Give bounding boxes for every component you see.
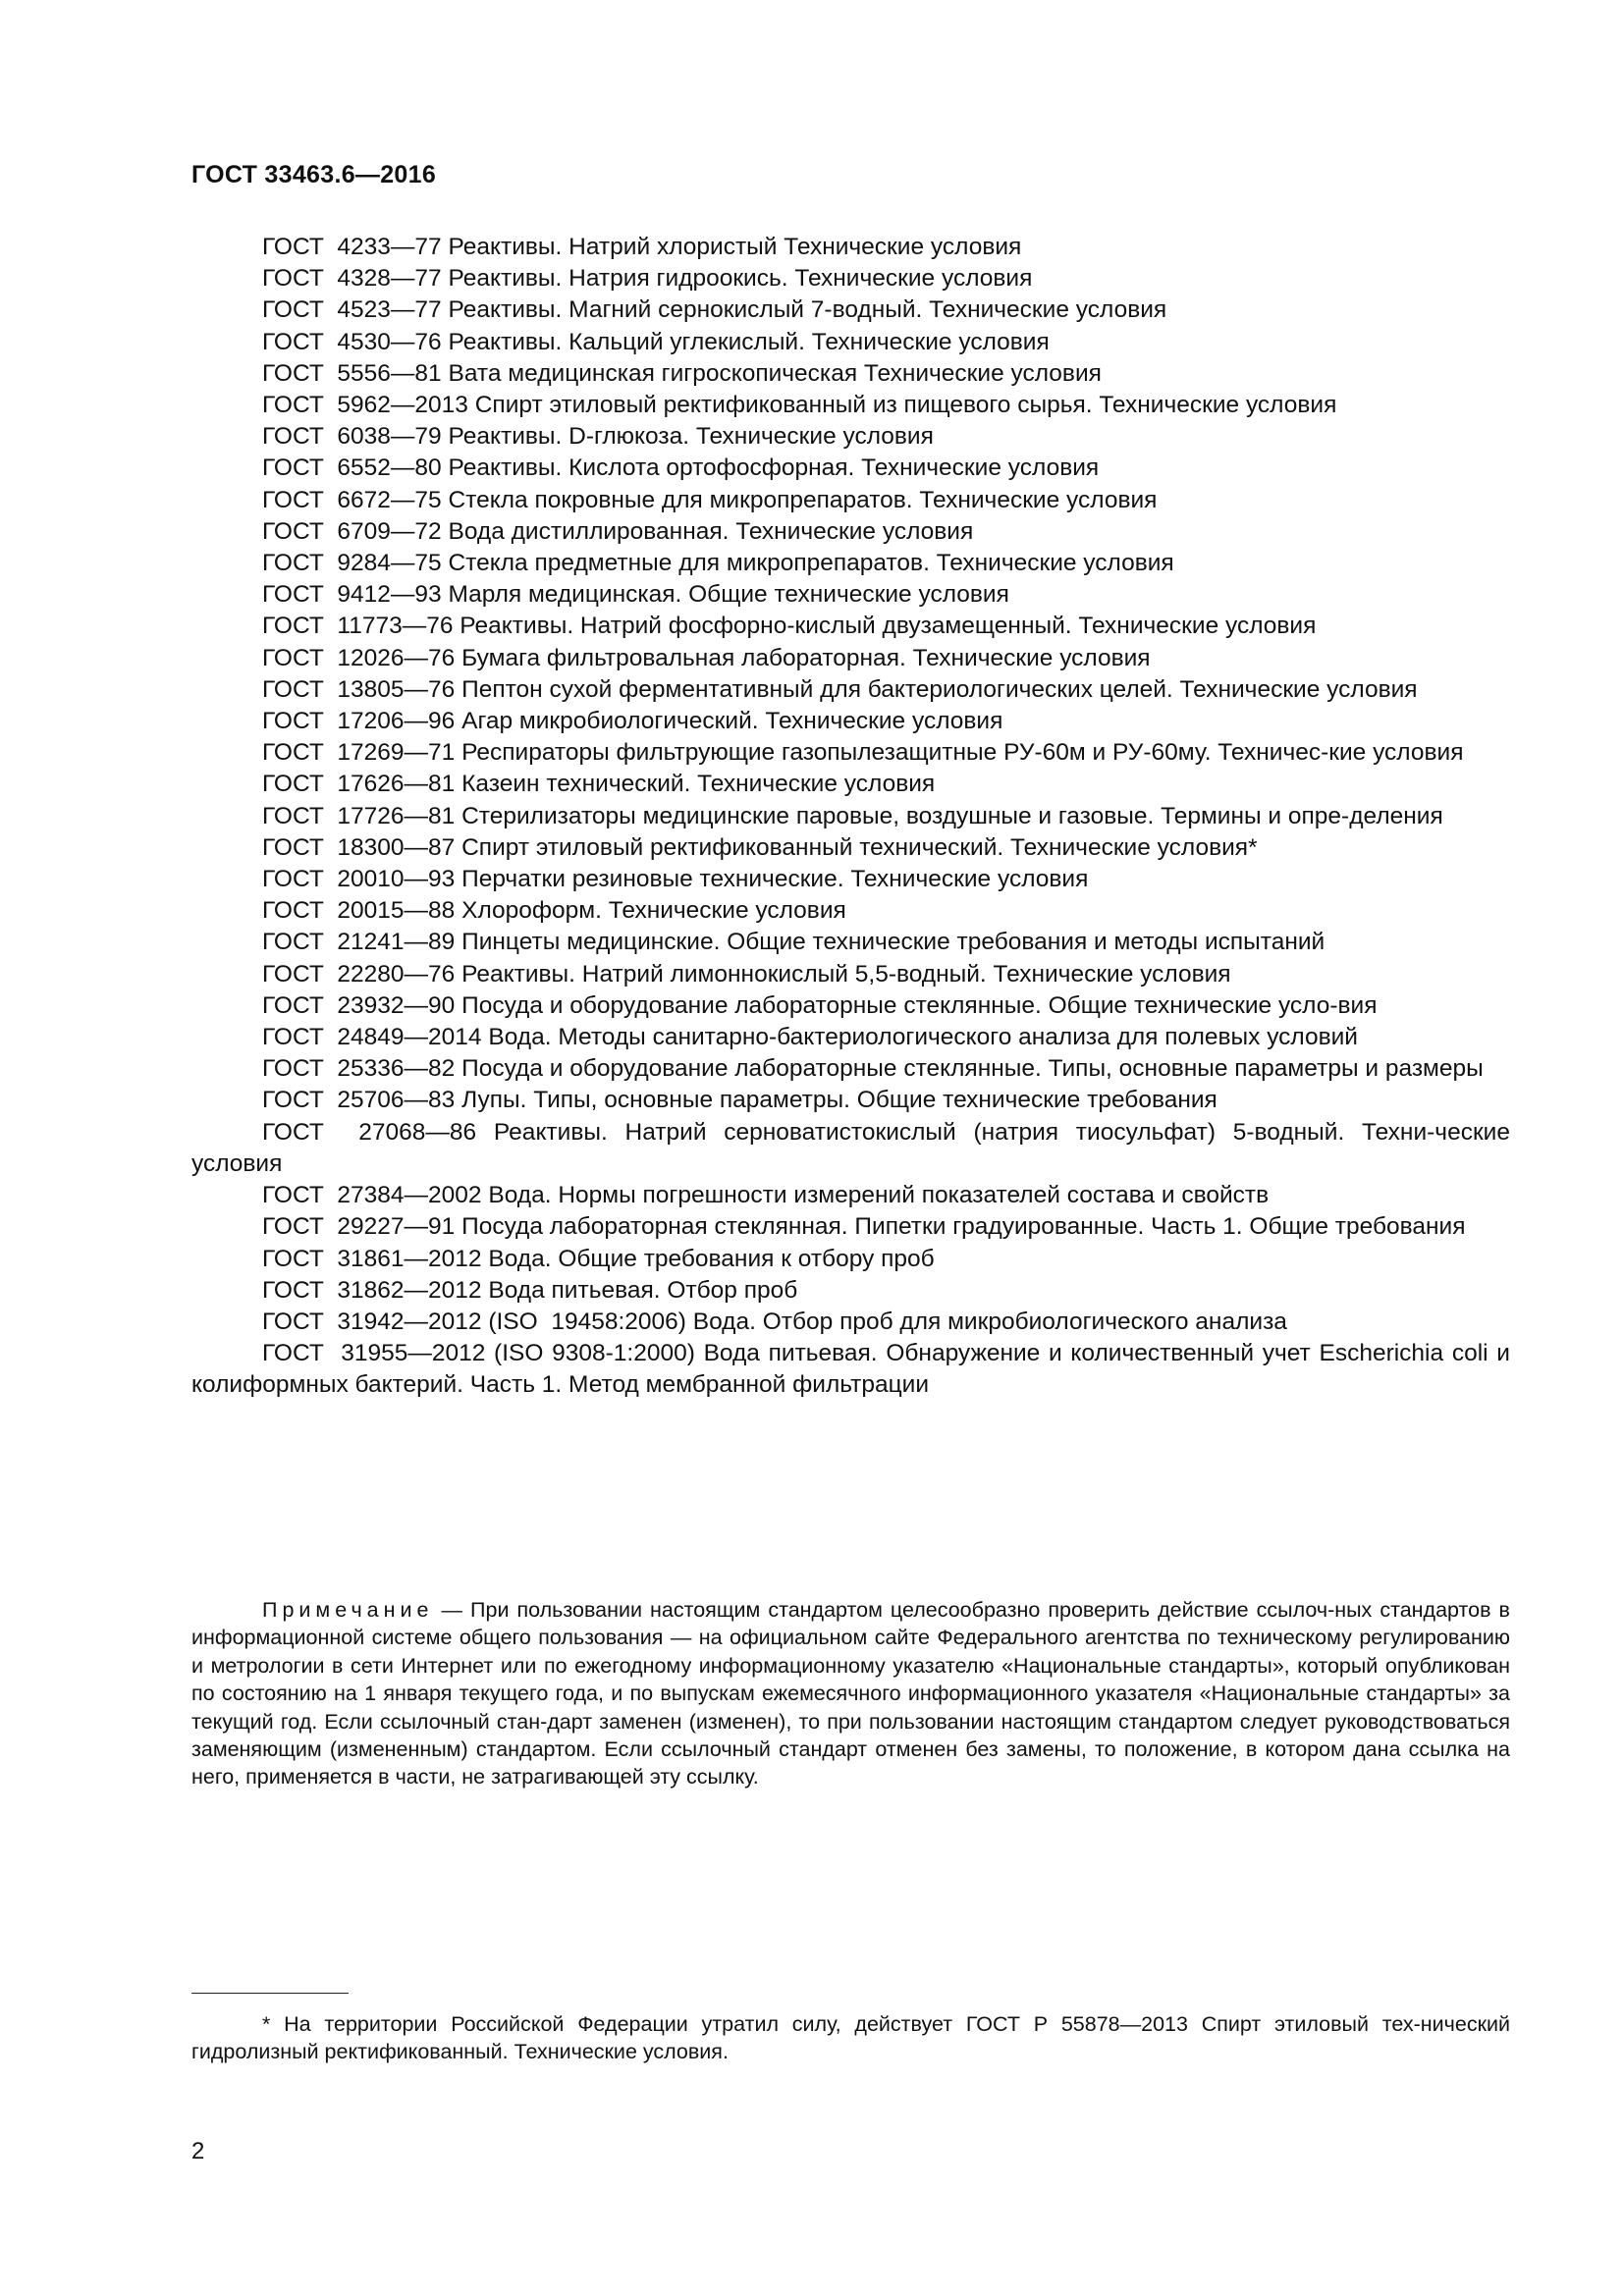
note-paragraph [191,1596,1510,1791]
reference-code: ГОСТ 27068—86 [262,1118,477,1146]
reference-item [191,927,1510,958]
reference-item [191,1275,1510,1307]
reference-title: Реактивы. Натрий серноватистокислый (натрия тиосульфат) 5-водный. Техни-ческие условия [191,1118,1510,1177]
reference-title: Спирт этиловый ректификованный технический. Технические условия* [461,833,1258,861]
reference-title: Реактивы. Натрий хлористый Технические условия [448,234,1022,260]
reference-code: ГОСТ 12026—76 [262,644,456,671]
reference-item [191,390,1510,421]
reference-code: ГОСТ 24849—2014 [262,1024,482,1051]
reference-item [191,358,1510,390]
reference-title: Вода. Нормы погрешности измерений показателей состава и свойств [488,1182,1270,1209]
reference-code: ГОСТ 9284—75 [262,550,442,577]
reference-item [191,327,1510,358]
reference-code: ГОСТ 31942—2012 (ISO 19458:2006) [262,1308,686,1335]
reference-item [191,516,1510,548]
reference-item [191,485,1510,516]
footnote-divider [191,1993,349,1994]
reference-code: ГОСТ 11773—76 [262,613,454,640]
reference-title: Респираторы фильтрующие газопылезащитные РУ-60м и РУ-60му. Техничес-кие условия [461,739,1464,767]
reference-item [191,706,1510,737]
reference-item [191,548,1510,579]
reference-item [191,1180,1510,1211]
reference-item [191,959,1510,990]
reference-code: ГОСТ 4328—77 [262,265,442,293]
reference-code: ГОСТ 6038—79 [262,423,442,451]
reference-code: ГОСТ 4233—77 [262,234,442,260]
footnote: * На территории Российской Федерации утратил силу, действует ГОСТ Р 55878—2013 Спирт этиловый тех-нический гидролизный ректификованный. Технические условия. [191,2012,1510,2064]
reference-code: ГОСТ 25706—83 [262,1087,456,1114]
reference-item [191,769,1510,800]
reference-code: ГОСТ 31955—2012 (ISO 9308-1:2000) [262,1340,695,1367]
reference-title: Посуда и оборудование лабораторные стеклянные. Общие технические усло-вия [461,991,1378,1019]
reference-item [191,737,1510,769]
reference-code: ГОСТ 17269—71 [262,739,456,767]
reference-title: Вода питьевая. Обнаружение и количественный учет Escherichia coli и колиформных бактерий. Часть 1. Метод мембранной фильтрации [191,1340,1510,1399]
reference-code: ГОСТ 4530—76 [262,328,442,355]
reference-title: Вата медицинская гигроскопическая Технические условия [448,359,1102,387]
reference-title: Вода дистиллированная. Технические условия [448,517,974,545]
reference-title: Реактивы. Натрий лимоннокислый 5,5-водный. Технические условия [461,960,1231,988]
reference-item [191,801,1510,832]
reference-item [191,1085,1510,1116]
reference-title: Агар микробиологический. Технические условия [461,708,1003,735]
reference-code: ГОСТ 29227—91 [262,1213,456,1241]
reference-title: Реактивы. Натрия гидроокись. Технические условия [448,265,1033,293]
reference-code: ГОСТ 5556—81 [262,359,442,387]
reference-code: ГОСТ 25336—82 [262,1055,456,1083]
reference-item [191,421,1510,453]
reference-item [191,674,1510,706]
reference-code: ГОСТ 6552—80 [262,454,442,482]
reference-title: Стекла покровные для микропрепаратов. Технические условия [448,486,1158,513]
reference-title: Стерилизаторы медицинские паровые, воздушные и газовые. Термины и опре-деления [461,802,1443,829]
reference-item [191,1244,1510,1275]
reference-title: Реактивы. Кальций углекислый. Технические условия [448,328,1050,355]
reference-item [191,832,1510,864]
reference-item [191,453,1510,484]
reference-title: Вода питьевая. Отбор проб [488,1276,798,1304]
reference-title: Реактивы. Кислота ортофосфорная. Технические условия [448,454,1100,482]
reference-item [191,990,1510,1022]
reference-code: ГОСТ 31861—2012 [262,1245,482,1272]
reference-code: ГОСТ 6672—75 [262,486,442,513]
reference-item [191,1211,1510,1243]
reference-code: ГОСТ 5962—2013 [262,392,468,419]
reference-title: Вода. Общие требования к отбору проб [488,1245,935,1272]
references-list [191,232,1510,1402]
reference-title: Марля медицинская. Общие технические условия [448,581,1009,609]
reference-title: Вода. Методы санитарно-бактериологического анализа для полевых условий [488,1024,1358,1051]
reference-code: ГОСТ 27384—2002 [262,1182,482,1209]
reference-code: ГОСТ 22280—76 [262,960,456,988]
reference-title: Посуда и оборудование лабораторные стеклянные. Типы, основные параметры и размеры [461,1055,1484,1083]
reference-item [191,1117,1510,1180]
reference-title: Лупы. Типы, основные параметры. Общие технические требования [461,1087,1217,1114]
reference-title: Пинцеты медицинские. Общие технические требования и методы испытаний [461,929,1325,956]
reference-item [191,232,1510,263]
reference-item [191,1022,1510,1053]
reference-title: Реактивы. Магний сернокислый 7-водный. Технические условия [448,296,1167,324]
reference-item [191,294,1510,326]
reference-title: Бумага фильтровальная лабораторная. Технические условия [461,644,1151,671]
reference-code: ГОСТ 21241—89 [262,929,456,956]
reference-code: ГОСТ 6709—72 [262,517,442,545]
reference-code: ГОСТ 23932—90 [262,991,456,1019]
reference-code: ГОСТ 17626—81 [262,771,456,798]
reference-item [191,643,1510,674]
reference-item [191,1053,1510,1085]
reference-item [191,579,1510,611]
reference-code: ГОСТ 20015—88 [262,897,456,925]
reference-item [191,263,1510,294]
reference-item [191,1307,1510,1338]
reference-item [191,864,1510,895]
note-label: Примечание [262,1598,434,1622]
reference-code: ГОСТ 4523—77 [262,296,442,324]
page-number: 2 [191,2138,205,2164]
reference-title: Хлороформ. Технические условия [461,897,846,925]
reference-title: Перчатки резиновые технические. Технические условия [461,866,1089,893]
reference-code: ГОСТ 18300—87 [262,833,456,861]
reference-code: ГОСТ 9412—93 [262,581,442,609]
reference-title: Вода. Отбор проб для микробиологического анализа [692,1308,1287,1335]
reference-code: ГОСТ 17726—81 [262,802,456,829]
reference-title: Посуда лабораторная стеклянная. Пипетки градуированные. Часть 1. Общие требования [461,1213,1466,1241]
reference-title: Реактивы. Натрий фосфорно-кислый двузамещенный. Технические условия [460,613,1317,640]
reference-item [191,1338,1510,1401]
reference-item [191,895,1510,927]
reference-code: ГОСТ 31862—2012 [262,1276,482,1304]
reference-title: Спирт этиловый ректификованный из пищевого сырья. Технические условия [474,392,1337,419]
reference-code: ГОСТ 20010—93 [262,866,456,893]
reference-item [191,611,1510,642]
reference-code: ГОСТ 13805—76 [262,675,456,703]
reference-title: Казеин технический. Технические условия [461,771,936,798]
reference-title: Реактивы. D-глюкоза. Технические условия [448,423,934,451]
document-header: ГОСТ 33463.6—2016 [191,161,437,188]
reference-title: Пептон сухой ферментативный для бактериологических целей. Технические условия [461,675,1418,703]
reference-code: ГОСТ 17206—96 [262,708,456,735]
note-text: — При пользовании настоящим стандартом целесообразно проверить действие ссылоч-ных стандартов в информационной системе общего пользования — на официальном сайте Федерального агентства по техническому регулированию и метрологии в сети Интернет или по ежегодному информационному указателю «Национальные стандарты», который опубликован по состоянию на 1 января текущего года, и по выпускам ежемесячного информационного указателя «Национальные стандарты» за текущий год. Если ссылочный стан-дарт заменен (изменен), то при пользовании настоящим стандартом следует руководствоваться заменяющим (измененным) стандартом. Если ссылочный стандарт отменен без замены, то положение, в котором дана ссылка на него, применяется в части, не затрагивающей эту ссылку. [191,1598,1510,1789]
reference-title: Стекла предметные для микропрепаратов. Технические условия [448,550,1174,577]
